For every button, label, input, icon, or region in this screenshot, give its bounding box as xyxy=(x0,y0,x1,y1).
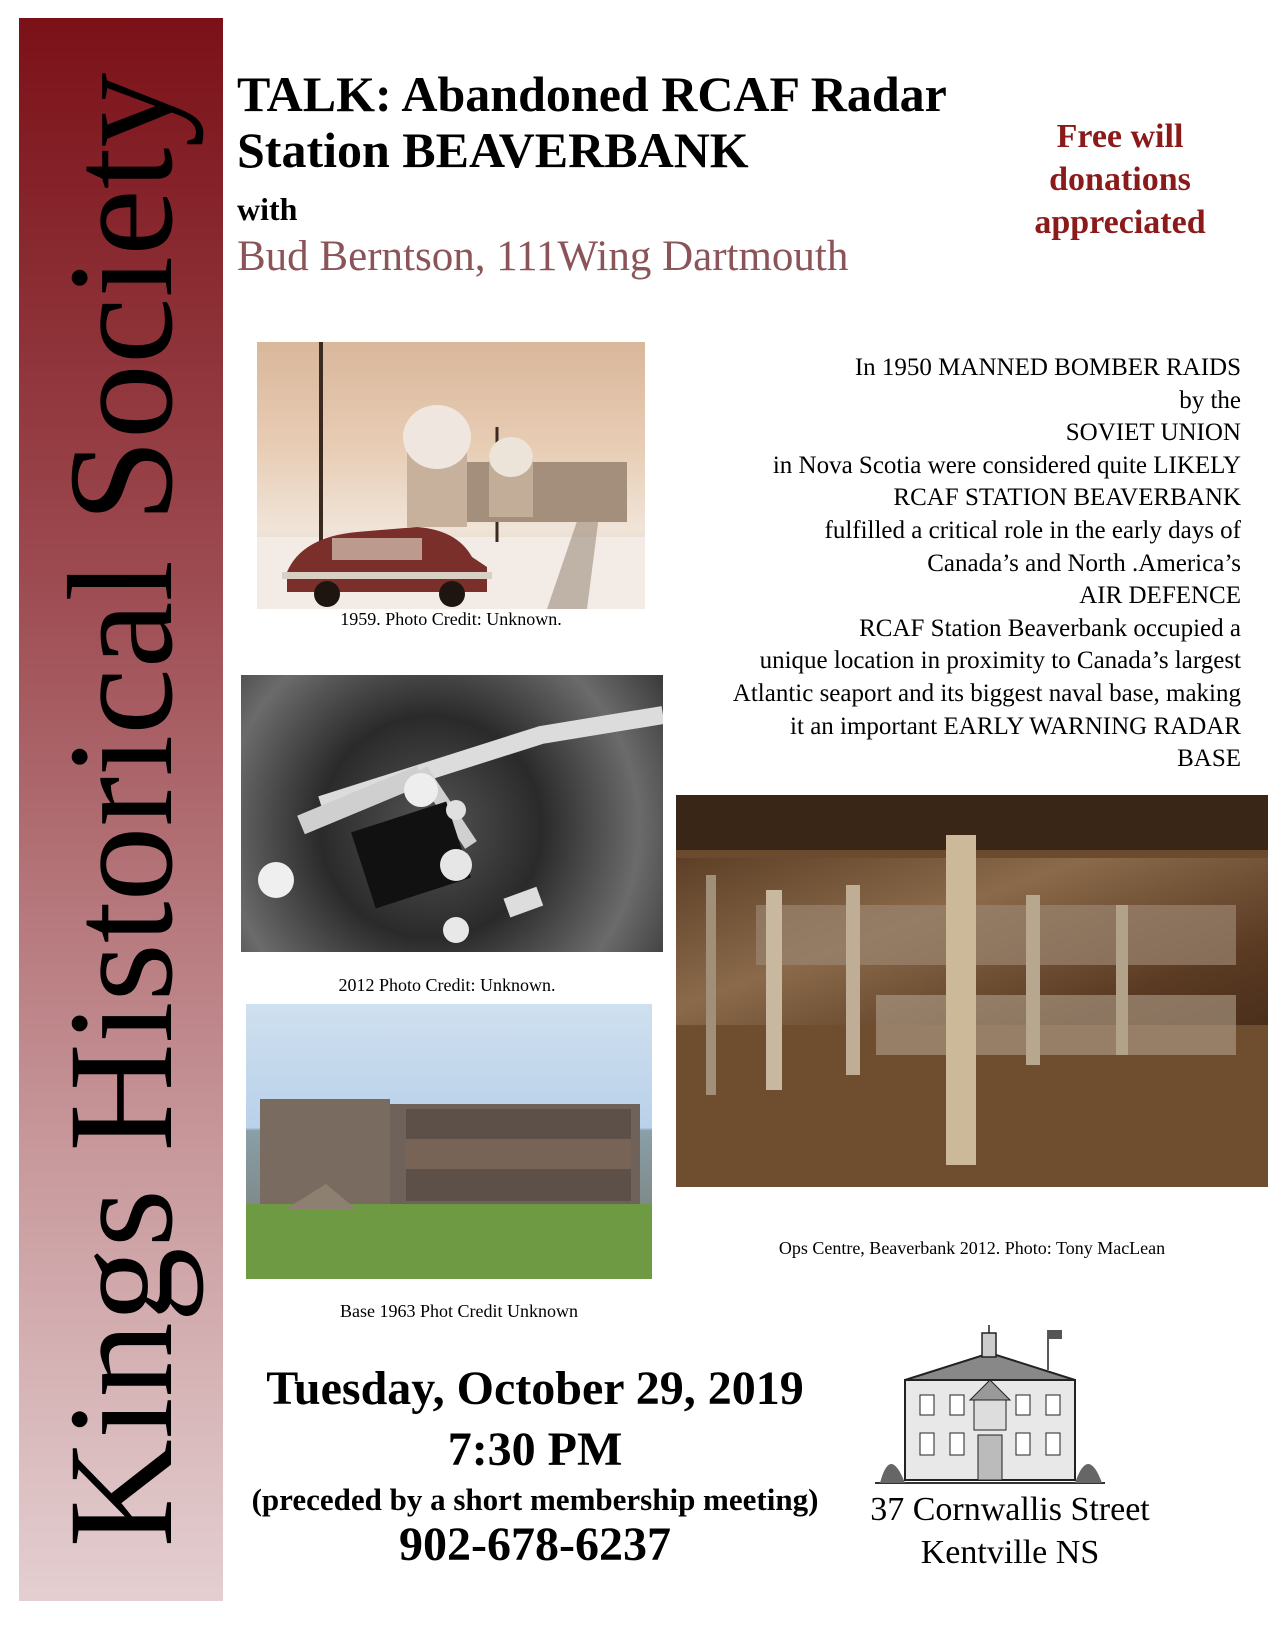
building-illustration xyxy=(870,1325,1110,1487)
body-line: RCAF STATION BEAVERBANK xyxy=(893,484,1241,512)
contact-phone: 902-678-6237 xyxy=(399,1518,671,1571)
talk-title-line1: TALK: Abandoned RCAF Radar xyxy=(237,66,947,122)
donation-line2: donations xyxy=(1049,161,1191,198)
body-line: it an important EARLY WARNING RADAR xyxy=(790,712,1241,740)
description-text xyxy=(641,352,1241,776)
body-line: AIR DEFENCE xyxy=(1079,582,1241,610)
body-line: in Nova Scotia were considered quite LIKELY xyxy=(772,451,1241,479)
body-line: by the xyxy=(1179,386,1241,414)
body-line: Atlantic seaport and its biggest naval base, making xyxy=(732,679,1241,707)
caption-1963: Base 1963 Phot Credit Unknown xyxy=(340,1301,578,1321)
speaker-name: Bud Berntson, 111Wing Dartmouth xyxy=(237,233,849,280)
caption-ops: Ops Centre, Beaverbank 2012. Photo: Tony MacLean xyxy=(778,1238,1166,1258)
donation-line1: Free will xyxy=(1056,118,1184,155)
caption-2012: 2012 Photo Credit: Unknown. xyxy=(338,975,556,995)
talk-title xyxy=(237,66,947,178)
talk-title-line2: Station BEAVERBANK xyxy=(237,122,749,178)
event-time: 7:30 PM xyxy=(447,1423,623,1476)
photo-ops-centre xyxy=(676,795,1268,1187)
venue-street: 37 Cornwallis Street xyxy=(870,1491,1150,1528)
donation-note xyxy=(1010,115,1230,244)
organization-title: Kings Historical Society xyxy=(38,72,204,1548)
with-label: with xyxy=(237,191,298,227)
body-line: Canada’s and North .America’s xyxy=(927,549,1241,577)
photo-1959-radar-domes xyxy=(257,342,645,609)
body-line: fulfilled a critical role in the early days of xyxy=(824,516,1241,544)
venue-city: Kentville NS xyxy=(920,1534,1100,1571)
body-line: RCAF Station Beaverbank occupied a xyxy=(859,614,1241,642)
body-line: SOVIET UNION xyxy=(1065,419,1241,447)
photo-1963-base xyxy=(246,1004,652,1279)
body-line: BASE xyxy=(1177,745,1241,773)
photo-2012-aerial xyxy=(241,675,663,952)
body-line: In 1950 MANNED BOMBER RAIDS xyxy=(854,354,1241,381)
event-date: Tuesday, October 29, 2019 xyxy=(266,1362,804,1415)
caption-1959: 1959. Photo Credit: Unknown. xyxy=(340,609,562,629)
body-line: unique location in proximity to Canada’s largest xyxy=(759,647,1241,675)
event-note: (preceded by a short membership meeting) xyxy=(251,1482,819,1517)
venue-address xyxy=(850,1488,1170,1574)
donation-line3: appreciated xyxy=(1034,204,1206,241)
